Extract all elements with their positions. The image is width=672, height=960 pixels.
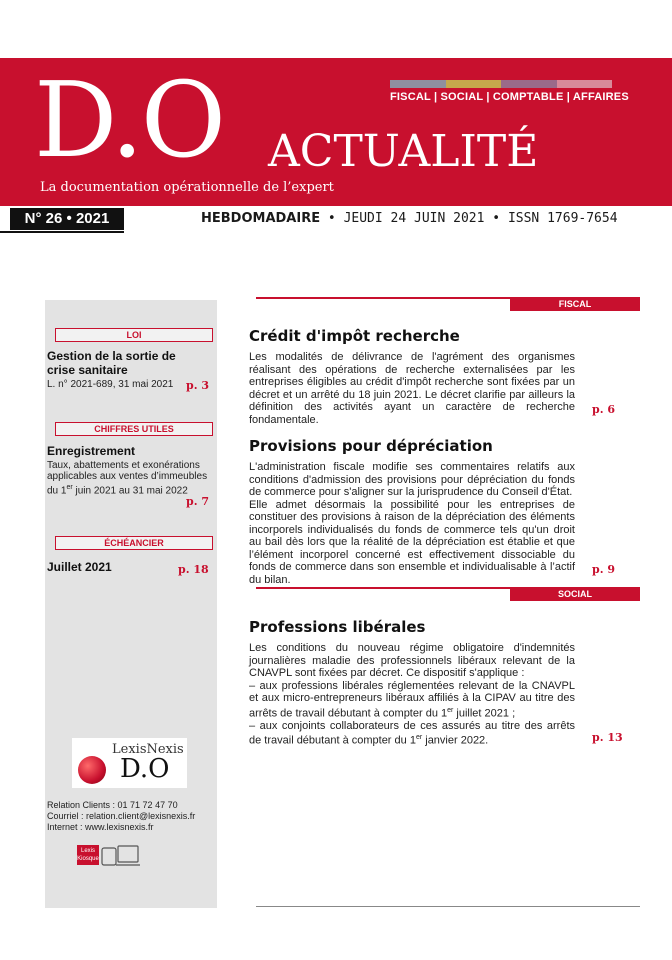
sidebar-label-loi: LOI: [55, 328, 213, 342]
tagline: La documentation opérationnelle de l’expert: [40, 180, 334, 195]
publisher-name: LexisNexis: [112, 742, 184, 757]
bullet: •: [492, 211, 508, 226]
article-title-liberales: Professions libérales: [249, 618, 426, 636]
paragraph: Elle admet désormais la possibilité pour les entreprises de constituer des provisions à raison de la dépréciation des éléments incorporels individualisés du fonds de commerce tels qu'un droit au bail dès lors que la réalité de la dépréciation est établie et que l’élément incorporel concerné est effectivement dissociable du fonds de commerce dans son ensemble et individualisable à l’actif du bilan.: [249, 498, 575, 586]
text-sup: er: [66, 484, 73, 491]
category-color-tabs: [390, 80, 612, 88]
contact-web[interactable]: Internet : www.lexisnexis.fr: [47, 822, 154, 832]
sidebar-title-chiffres: Enregistrement: [47, 444, 136, 458]
article-body-liberales: [249, 642, 575, 747]
article-page-liberales[interactable]: p. 13: [592, 731, 623, 744]
issue-meta: [201, 211, 618, 226]
logo-do: D.O: [34, 59, 223, 181]
issue-number: N° 26 • 2021: [10, 208, 124, 230]
paragraph: [249, 680, 575, 720]
sidebar-text-loi: L. n° 2021-689, 31 mai 2021: [47, 379, 174, 390]
lexis-kiosque-icon: Lexis Kiosque: [77, 845, 99, 865]
tab-comptable-color: [501, 80, 557, 88]
sidebar-label-chiffres: CHIFFRES UTILES: [55, 422, 213, 436]
section-tag-fiscal: FISCAL: [510, 297, 640, 311]
section-tag-social: SOCIAL: [510, 587, 640, 601]
text-part: – aux professions libérales réglementées relevant de la CNAVPL et aux micro-entrepreneurs libéraux affiliés à la CIPAV au titre des arrêts de travail débutant à compter du 1: [249, 679, 575, 720]
paragraph: L'administration fiscale modifie ses commentaires relatifs aux conditions d'admission des provisions pour dépréciation du fonds de commerce pour s'aligner sur la jurisprudence du Conseil d'État.: [249, 461, 575, 498]
contact-block: [47, 800, 195, 833]
article-title-provisions: Provisions pour dépréciation: [249, 437, 493, 455]
product-name: D.O: [120, 754, 170, 784]
article-title-cir: Crédit d'impôt recherche: [249, 327, 460, 345]
contact-email[interactable]: Courriel : relation.client@lexisnexis.fr: [47, 811, 196, 821]
text-part: Taux, abattements et exonérations applicables aux ventes d’immeubles du 1: [47, 460, 208, 497]
tab-fiscal-color: [390, 80, 446, 88]
sidebar-label-echeancier: ÉCHÉANCIER: [55, 536, 213, 550]
category-line: FISCAL | SOCIAL | COMPTABLE | AFFAIRES: [390, 91, 629, 103]
logo-actualite: ACTUALITÉ: [268, 126, 539, 177]
sidebar-page-echeancier[interactable]: p. 18: [178, 563, 209, 576]
bottom-rule: [256, 906, 640, 907]
text-part: juillet 2021 ;: [453, 707, 516, 720]
paragraph: Les conditions du nouveau régime obligatoire d'indemnités journalières maladie des professionnels libéraux relevant de la CNAVPL sont fixées par décret. Ce dispositif s'applique :: [249, 642, 575, 679]
text-part: – aux conjoints collaborateurs de ces assurés au titre des arrêts de travail débutant à compter du 1: [249, 719, 575, 747]
sidebar-page-loi[interactable]: p. 3: [186, 379, 210, 392]
sidebar-text-chiffres: [47, 460, 212, 496]
issn: ISSN 1769-7654: [507, 211, 618, 226]
lexisnexis-logo: [72, 738, 187, 788]
issue-date: JEUDI 24 JUIN 2021: [343, 211, 485, 226]
lexisnexis-ball-icon: [78, 756, 106, 784]
text-sup: er: [415, 734, 423, 742]
article-page-cir[interactable]: p. 6: [592, 403, 616, 416]
article-body-cir: Les modalités de délivrance de l'agrément des organismes réalisant des opérations de recherche externalisées par les entreprises éligibles au crédit d'impôt recherche sont fixées par un décret et un arrêté du 18 juin 2021. Le décret clarifie par ailleurs la définition des activités ayant un caractère de recherche fondamentale.: [249, 351, 575, 426]
sidebar-title-loi: Gestion de la sortie de crise sanitaire: [47, 349, 176, 377]
text-part: janvier 2022.: [422, 734, 489, 747]
bullet: •: [327, 211, 344, 226]
contact-phone: Relation Clients : 01 71 72 47 70: [47, 800, 178, 810]
issue-rule: [0, 231, 124, 233]
sidebar-title-echeancier: Juillet 2021: [47, 560, 112, 574]
text-sup: er: [447, 706, 454, 714]
sidebar-page-chiffres[interactable]: p. 7: [186, 495, 210, 508]
tab-affaires-color: [557, 80, 613, 88]
paragraph: [249, 720, 575, 748]
article-body-provisions: [249, 461, 575, 586]
text-part: juin 2021 au 31 mai 2022: [72, 485, 188, 497]
devices-icon: [101, 845, 141, 867]
tab-social-color: [446, 80, 502, 88]
article-page-provisions[interactable]: p. 9: [592, 563, 616, 576]
frequency: HEBDOMADAIRE: [201, 211, 321, 226]
